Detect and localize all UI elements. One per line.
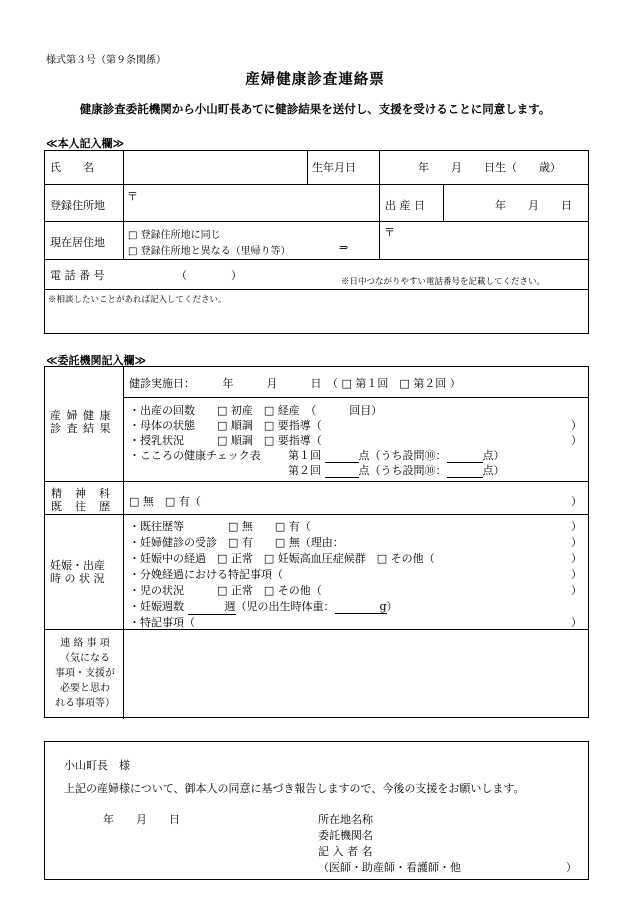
phone-field[interactable]: （ ） — [176, 269, 242, 282]
delivery-notes[interactable]: ・分娩経過における特記事項（ — [129, 568, 283, 581]
addressee: 小山町長 様 — [64, 759, 130, 772]
report-text: 上記の産婦様について、御本人の同意に基づき報告しますので、今後の支援をお願いします。 — [64, 782, 525, 795]
pregnancy-course[interactable]: ・妊娠中の経過 □ 正常 □ 妊娠高血圧症候群 □ その他（ — [129, 552, 435, 565]
same-address-checkbox[interactable]: □ 登録住所地に同じ — [128, 230, 221, 241]
contact-label: 連 絡 事 項 （気になる 事項・支援が 必要と思わ れる事項等） — [55, 638, 115, 709]
delivery-count[interactable]: ・出産の回数 □ 初産 □ 経産 （ 回目） — [129, 404, 383, 417]
birth-date-value[interactable]: 年 月 日 — [495, 199, 572, 212]
dob-value[interactable]: 年 月 日生（ 歳） — [418, 161, 561, 174]
breastfeeding-status[interactable]: ・授乳状況 □ 順調 □ 要指導（ — [129, 434, 322, 447]
result-label: 産 婦 健 康 診 査 結 果 — [50, 409, 112, 435]
name-label: 氏 名 — [50, 161, 94, 174]
phone-label: 電 話 番 号 — [50, 269, 105, 282]
dob-label: 生年月日 — [312, 161, 356, 174]
birth-date-label: 出 産 日 — [385, 199, 425, 212]
prenatal-checkups-close: ） — [571, 536, 582, 549]
gestational-weeks[interactable]: ・妊娠週数 週（児の出生時体重： g） — [129, 600, 398, 613]
past-history-close: ） — [571, 520, 582, 533]
consent-statement: 健康診査委託機関から小山町長あてに健診結果を送付し、支援を受けることに同意します。 — [79, 102, 551, 116]
special-notes[interactable]: ・特記事項（ — [129, 616, 195, 629]
infant-status-close: ） — [571, 584, 582, 597]
report-date[interactable]: 年 月 日 — [103, 813, 180, 826]
arrow-icon: ⇒ — [339, 241, 349, 254]
psych-history-options[interactable]: □ 無 □ 有（ — [129, 495, 201, 508]
page-title: 産婦健康診査連絡票 — [245, 72, 385, 88]
maternal-condition-close: ） — [571, 419, 582, 432]
psych-history-label: 精 神 科 既 往 歴 — [51, 487, 111, 513]
agency-label: 委託機関名 — [318, 829, 373, 842]
recorder-role-close: ） — [566, 861, 577, 874]
consult-field[interactable] — [48, 306, 584, 330]
delivery-notes-close: ） — [571, 568, 582, 581]
past-history[interactable]: ・既往歴等 □ 無 □ 有（ — [129, 520, 311, 533]
section-heading-agency: ≪委託機関記入欄≫ — [46, 354, 147, 367]
pregnancy-label: 妊娠・出産 時 の 状 況 — [50, 559, 105, 585]
pregnancy-course-close: ） — [571, 552, 582, 565]
special-notes-close: ） — [571, 616, 582, 629]
mental-check-label: ・こころの健康チェック表 — [129, 449, 261, 462]
location-label: 所在地名称 — [318, 813, 373, 826]
form-number: 様式第３号（第９条関係） — [46, 55, 166, 66]
consult-note: ※相談したいことがあれば記入してください。 — [48, 295, 227, 305]
registered-postal-mark[interactable]: 〒 — [127, 190, 138, 203]
infant-status[interactable]: ・児の状況 □ 正常 □ その他（ — [129, 584, 322, 597]
psych-history-close: ） — [571, 495, 582, 508]
breastfeeding-status-close: ） — [571, 434, 582, 447]
mental-check-round1[interactable]: 第１回 点（うち設問⑩： 点） — [288, 449, 505, 462]
mental-check-round2[interactable]: 第２回 点（うち設問⑩： 点） — [288, 464, 505, 477]
exam-date[interactable]: 健診実施日： 年 月 日 （ □ 第１回 □ 第２回 ） — [129, 377, 461, 390]
prenatal-checkups[interactable]: ・妊婦健診の受診 □ 有 □ 無（理由： — [129, 536, 344, 549]
contact-field[interactable] — [125, 631, 585, 715]
recorder-role[interactable]: （医師・助産師・看護師・他 — [318, 861, 461, 874]
phone-note: ※日中つながりやすい電話番号を記載してください。 — [341, 277, 546, 287]
name-field[interactable] — [124, 152, 304, 181]
maternal-condition[interactable]: ・母体の状態 □ 順調 □ 要指導（ — [129, 419, 322, 432]
current-address-label: 現在居住地 — [50, 236, 105, 249]
registered-address-label: 登録住所地 — [50, 199, 105, 212]
current-postal-mark[interactable]: 〒 — [384, 226, 395, 239]
section-heading-applicant: ≪本人記入欄≫ — [46, 137, 125, 150]
recorder-label: 記 入 者 名 — [318, 845, 373, 858]
different-address-checkbox[interactable]: □ 登録住所地と異なる（里帰り等） — [128, 246, 291, 257]
